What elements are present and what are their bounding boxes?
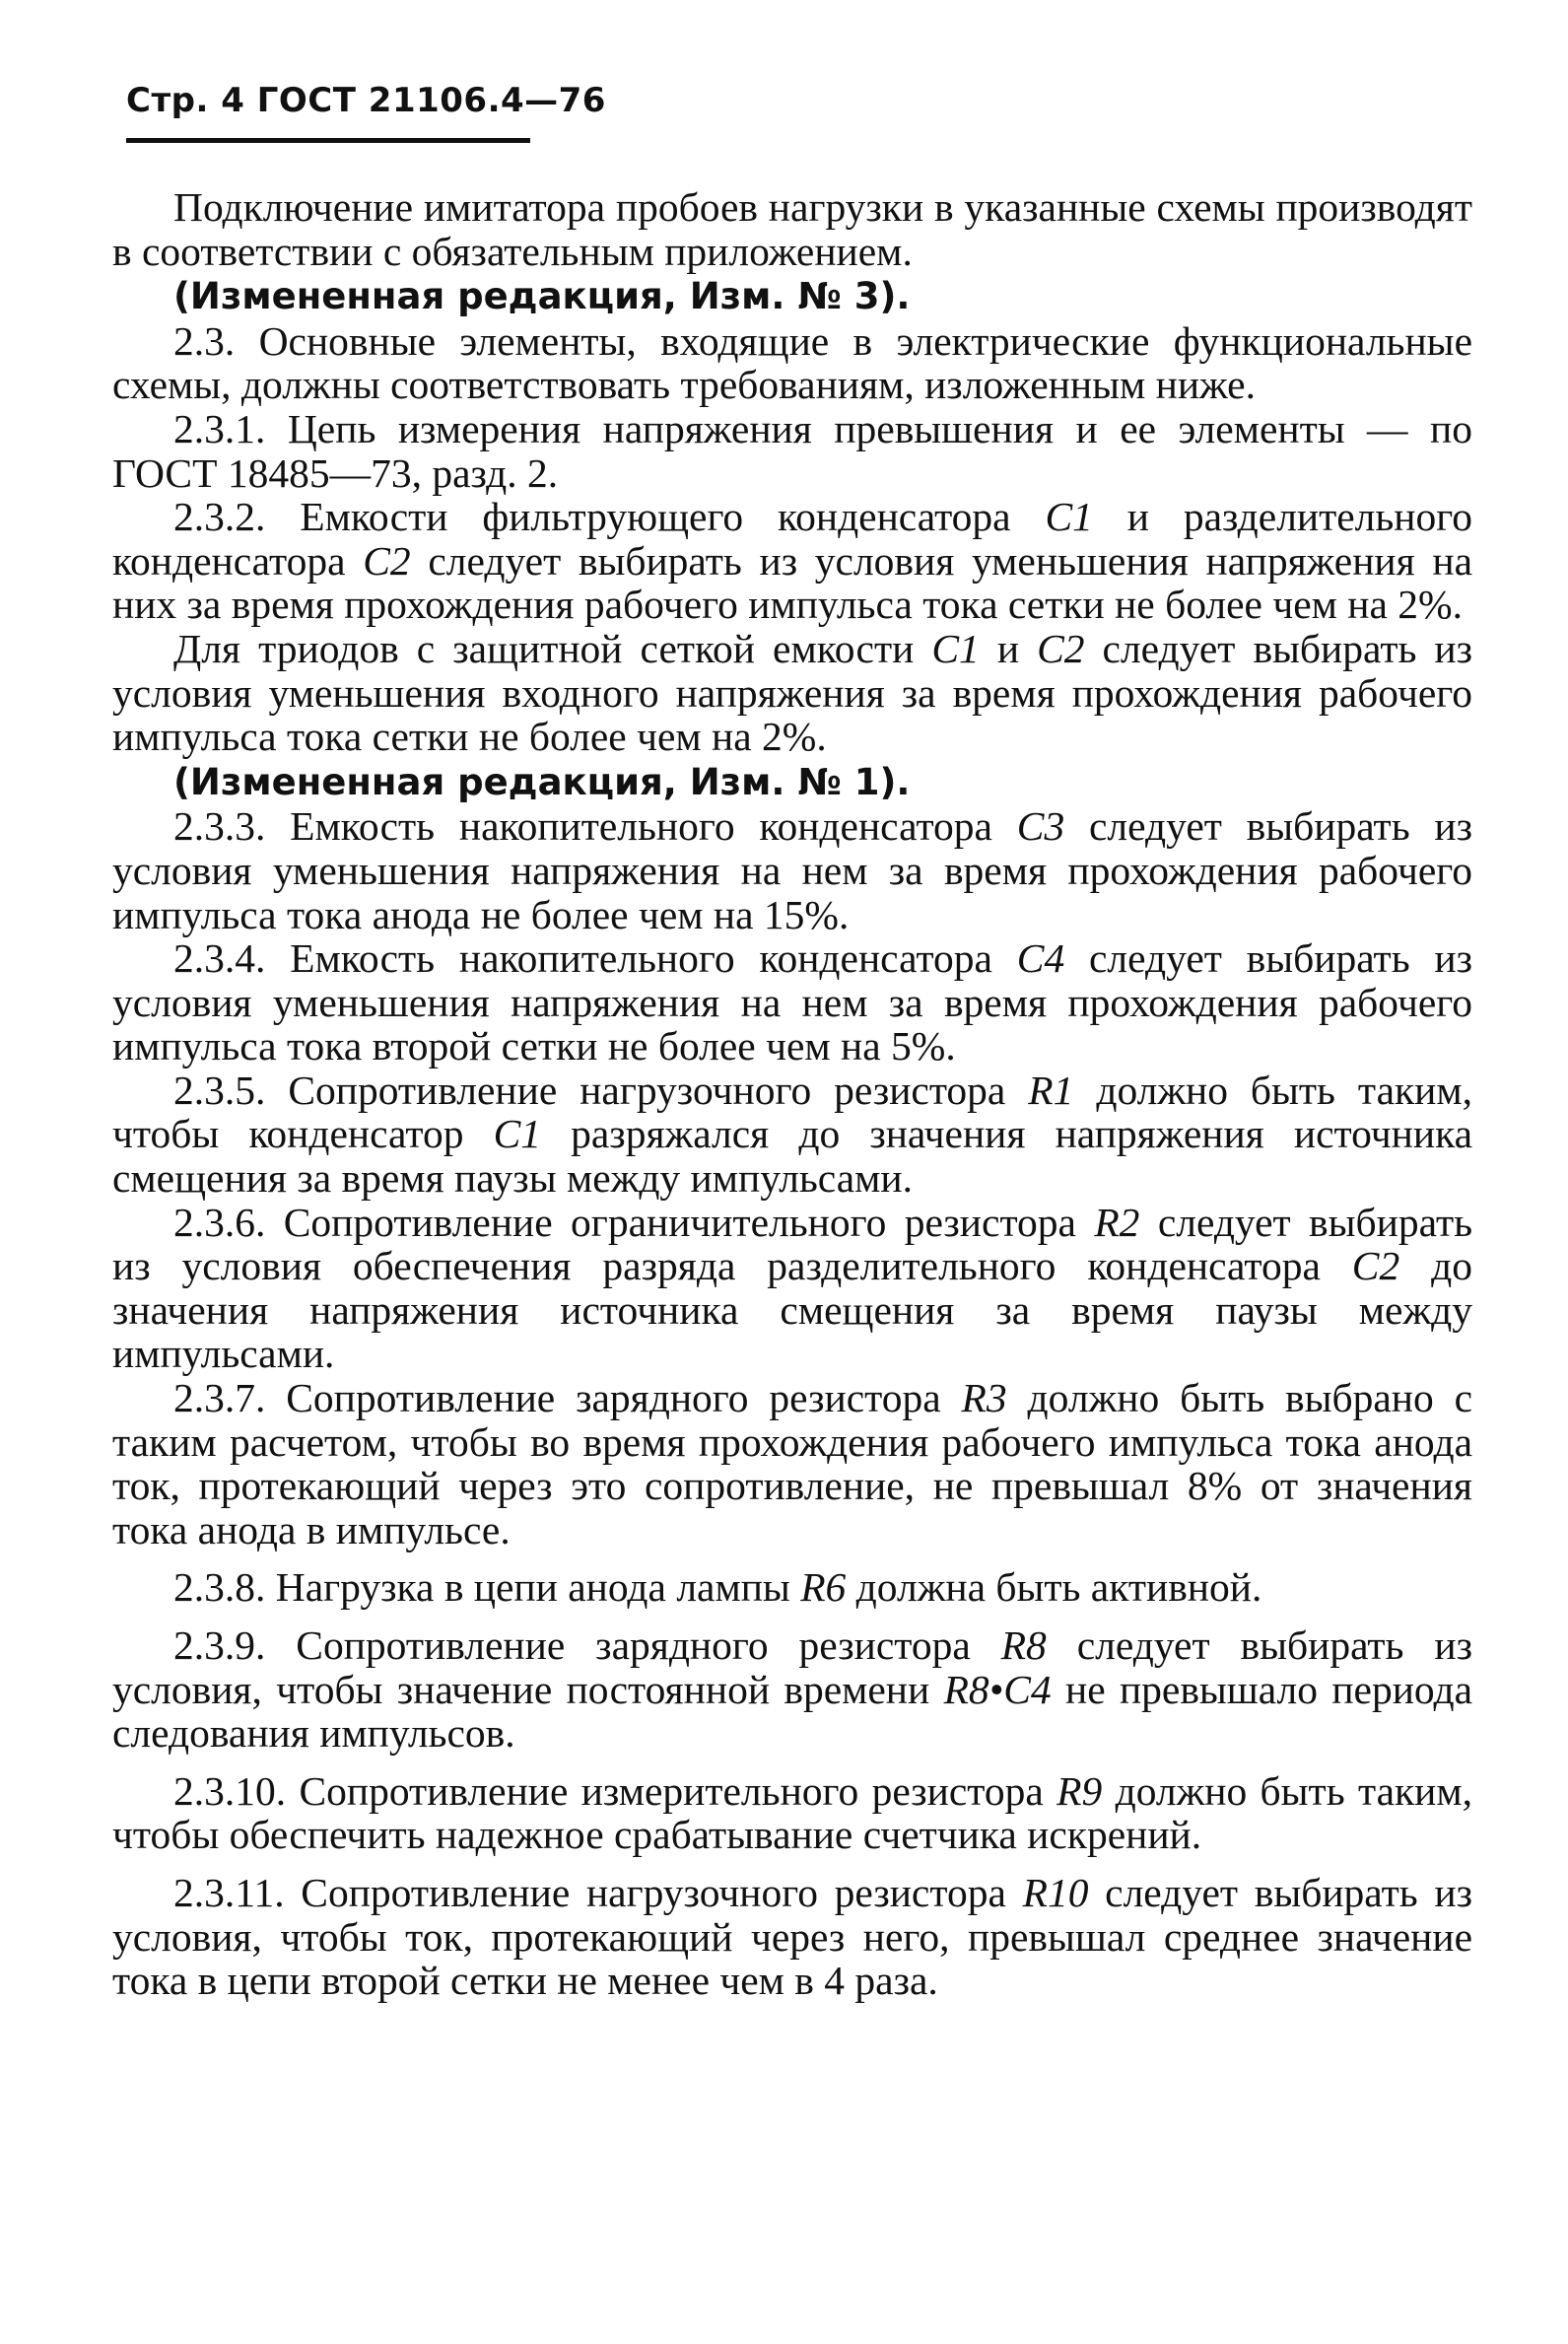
- body-text: [112, 185, 1472, 2003]
- paragraph-text: 2.3.5. Сопротивление нагрузочного резистора: [173, 1067, 1006, 1113]
- clause-2-3-8: [112, 1565, 1472, 1610]
- clause-2-3-7: [112, 1376, 1472, 1551]
- symbol-r8-c4: R8•C4: [943, 1666, 1052, 1712]
- paragraph-text: Для триодов с защитной сеткой емкости: [173, 625, 915, 671]
- clause-2-3-3: [112, 804, 1472, 936]
- paragraph-text: 2.3.2. Емкости фильтрующего конденсатора: [173, 494, 1011, 540]
- clause-2-3-9: [112, 1623, 1472, 1756]
- amendment-text: (Измененная редакция, Изм. № 1).: [173, 760, 911, 803]
- symbol-r8: R8: [1000, 1622, 1047, 1668]
- clause-2-3-2: [112, 495, 1472, 627]
- paragraph-text: следует выбирать из условия, чтобы ток, протекающий через него, превышал среднее значение тока в цепи второй сетки не менее чем в 4 раза.: [112, 1869, 1473, 2004]
- clause-2-3: [112, 319, 1472, 407]
- symbol-r3: R3: [961, 1375, 1007, 1421]
- paragraph-text: 2.3.4. Емкость накопительного конденсатора: [173, 935, 992, 982]
- page-header: Стр. 4 ГОСТ 21106.4—76: [126, 81, 606, 120]
- paragraph-text: 2.3.10. Сопротивление измерительного резистора: [173, 1767, 1044, 1814]
- symbol-r2: R2: [1094, 1199, 1140, 1245]
- paragraph-text: не превышало периода следования импульсов.: [112, 1666, 1473, 1757]
- paragraph-text: 2.3.1. Цепь измерения напряжения превышения и ее элементы — по ГОСТ 18485—73, разд. 2.: [112, 405, 1472, 496]
- clause-2-3-4: [112, 936, 1472, 1069]
- amendment-text: (Измененная редакция, Изм. № 3).: [173, 275, 911, 318]
- paragraph-text: должна быть активной.: [855, 1564, 1262, 1611]
- paragraph-text: 2.3.8. Нагрузка в цепи анода лампы: [173, 1564, 790, 1611]
- paragraph-text: следует выбирать из условия уменьшения напряжения на нем за время прохождения рабочего импульса тока анода не более чем на 15%.: [112, 803, 1473, 937]
- paragraph-intro: [112, 185, 1472, 273]
- amendment-note: [112, 759, 1472, 805]
- paragraph-text: Подключение имитатора пробоев нагрузки в указанные схемы производят в соответствии с обязательным приложением.: [112, 184, 1472, 274]
- amendment-note: [112, 273, 1472, 319]
- header-rule: [126, 138, 530, 143]
- paragraph-text: 2.3. Основные элементы, входящие в электрические функциональные схемы, должны соответствовать требованиям, изложенным ниже.: [112, 317, 1472, 408]
- symbol-c1: C1: [1045, 494, 1093, 540]
- paragraph-text: следует выбирать из условия, чтобы значение постоянной времени: [112, 1622, 1472, 1712]
- clause-2-3-6: [112, 1201, 1472, 1376]
- paragraph-text: до значения напряжения источника смещения за время паузы между импульсами.: [112, 1243, 1472, 1377]
- symbol-r6: R6: [800, 1564, 847, 1611]
- clause-2-3-1: [112, 407, 1472, 495]
- paragraph-text: должно быть таким, чтобы обеспечить надежное срабатывание счетчика искрений.: [112, 1767, 1473, 1858]
- symbol-c2: C2: [1351, 1243, 1400, 1289]
- symbol-r1: R1: [1028, 1067, 1074, 1113]
- paragraph-text: 2.3.11. Сопротивление нагрузочного резистора: [173, 1869, 1006, 1915]
- symbol-r9: R9: [1057, 1767, 1103, 1814]
- symbol-c2: C2: [1037, 625, 1085, 671]
- paragraph-text: следует выбирать из условия уменьшения напряжения на них за время прохождения рабочего импульса тока сетки не более чем на 2%.: [112, 537, 1473, 628]
- paragraph-text: должно быть таким, чтобы конденсатор: [112, 1067, 1472, 1157]
- paragraph-text: разряжался до значения напряжения источника смещения за время паузы между импульсами.: [112, 1111, 1473, 1202]
- paragraph-text: и разделительного конденсатора: [112, 494, 1473, 584]
- symbol-c4: C4: [1016, 935, 1065, 982]
- paragraph-text: 2.3.6. Сопротивление ограничительного резистора: [173, 1199, 1076, 1245]
- paragraph-text: 2.3.7. Сопротивление зарядного резистора: [173, 1375, 941, 1421]
- clause-2-3-5: [112, 1069, 1472, 1201]
- clause-2-3-11: [112, 1871, 1472, 2003]
- paragraph-text: следует выбирать из условия обеспечения разряда разделительного конденсатора: [112, 1199, 1473, 1289]
- paragraph-text: 2.3.3. Емкость накопительного конденсатора: [173, 803, 992, 850]
- symbol-r10: R10: [1022, 1869, 1089, 1915]
- paragraph-triodes: [112, 627, 1472, 759]
- paragraph-text: должно быть выбрано с таким расчетом, чтобы во время прохождения рабочего импульса тока анода ток, протекающий через это сопротивление, не превышал 8% от значения тока анода в импульсе.: [112, 1375, 1473, 1552]
- paragraph-text: следует выбирать из условия уменьшения входного напряжения за время прохождения рабочего импульса тока сетки не более чем на 2%.: [112, 625, 1473, 760]
- symbol-c1: C1: [931, 625, 980, 671]
- clause-2-3-10: [112, 1769, 1472, 1857]
- paragraph-text: 2.3.9. Сопротивление зарядного резистора: [173, 1622, 971, 1668]
- symbol-c2: C2: [363, 537, 411, 584]
- symbol-c1: C1: [493, 1111, 542, 1157]
- paragraph-text: и: [996, 625, 1020, 671]
- symbol-c3: C3: [1016, 803, 1065, 850]
- paragraph-text: следует выбирать из условия уменьшения напряжения на нем за время прохождения рабочего импульса тока второй сетки не более чем на 5%.: [112, 935, 1473, 1069]
